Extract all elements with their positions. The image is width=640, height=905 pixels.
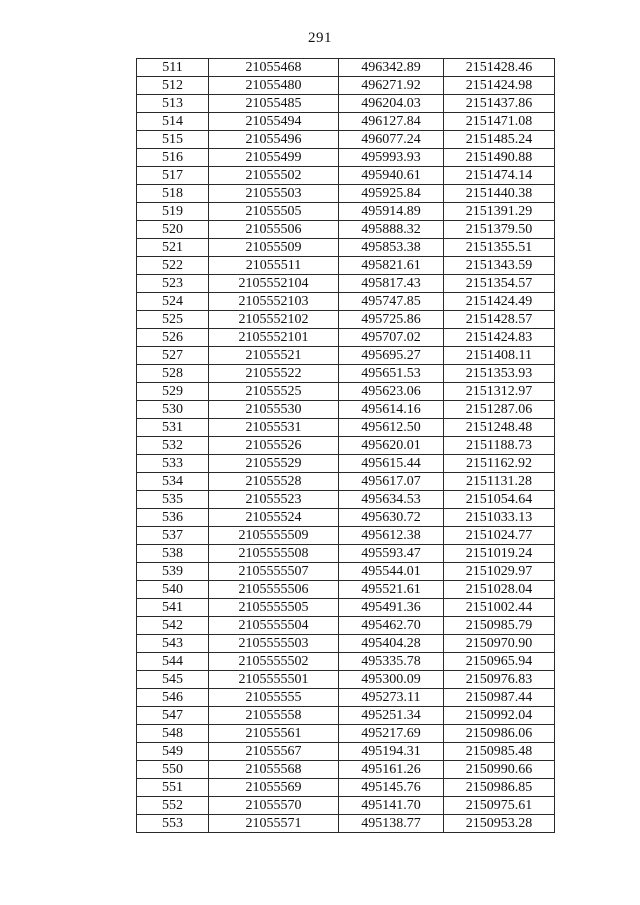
- row-index-cell: 546: [137, 689, 209, 707]
- row-index-cell: 549: [137, 743, 209, 761]
- x-coordinate-cell: 495695.27: [339, 347, 444, 365]
- row-index-cell: 540: [137, 581, 209, 599]
- point-id-cell: 21055480: [209, 77, 339, 95]
- x-coordinate-cell: 495914.89: [339, 203, 444, 221]
- row-index-cell: 514: [137, 113, 209, 131]
- x-coordinate-cell: 495821.61: [339, 257, 444, 275]
- table-row: [137, 203, 555, 221]
- point-id-cell: 2105555506: [209, 581, 339, 599]
- row-index-cell: 539: [137, 563, 209, 581]
- table-row: [137, 95, 555, 113]
- y-coordinate-cell: 2150986.06: [444, 725, 555, 743]
- row-index-cell: 527: [137, 347, 209, 365]
- table-row: [137, 743, 555, 761]
- row-index-cell: 551: [137, 779, 209, 797]
- point-id-cell: 21055555: [209, 689, 339, 707]
- x-coordinate-cell: 496127.84: [339, 113, 444, 131]
- point-id-cell: 2105552101: [209, 329, 339, 347]
- x-coordinate-cell: 495614.16: [339, 401, 444, 419]
- row-index-cell: 516: [137, 149, 209, 167]
- table-row: [137, 815, 555, 833]
- row-index-cell: 531: [137, 419, 209, 437]
- coordinates-table: [136, 58, 555, 833]
- y-coordinate-cell: 2151188.73: [444, 437, 555, 455]
- point-id-cell: 2105555507: [209, 563, 339, 581]
- table-row: [137, 635, 555, 653]
- table-row: [137, 113, 555, 131]
- point-id-cell: 21055524: [209, 509, 339, 527]
- table-row: [137, 365, 555, 383]
- x-coordinate-cell: 495141.70: [339, 797, 444, 815]
- x-coordinate-cell: 496271.92: [339, 77, 444, 95]
- y-coordinate-cell: 2151024.77: [444, 527, 555, 545]
- point-id-cell: 21055558: [209, 707, 339, 725]
- table-row: [137, 473, 555, 491]
- x-coordinate-cell: 495593.47: [339, 545, 444, 563]
- table-row: [137, 779, 555, 797]
- point-id-cell: 21055499: [209, 149, 339, 167]
- coordinates-table-body: [137, 59, 555, 833]
- point-id-cell: 21055503: [209, 185, 339, 203]
- row-index-cell: 552: [137, 797, 209, 815]
- point-id-cell: 21055525: [209, 383, 339, 401]
- y-coordinate-cell: 2151312.97: [444, 383, 555, 401]
- table-row: [137, 239, 555, 257]
- row-index-cell: 525: [137, 311, 209, 329]
- row-index-cell: 550: [137, 761, 209, 779]
- table-row: [137, 293, 555, 311]
- y-coordinate-cell: 2150975.61: [444, 797, 555, 815]
- x-coordinate-cell: 495544.01: [339, 563, 444, 581]
- row-index-cell: 533: [137, 455, 209, 473]
- table-row: [137, 77, 555, 95]
- row-index-cell: 528: [137, 365, 209, 383]
- row-index-cell: 520: [137, 221, 209, 239]
- x-coordinate-cell: 495707.02: [339, 329, 444, 347]
- row-index-cell: 532: [137, 437, 209, 455]
- x-coordinate-cell: 495462.70: [339, 617, 444, 635]
- y-coordinate-cell: 2151355.51: [444, 239, 555, 257]
- row-index-cell: 526: [137, 329, 209, 347]
- x-coordinate-cell: 495404.28: [339, 635, 444, 653]
- row-index-cell: 548: [137, 725, 209, 743]
- table-row: [137, 581, 555, 599]
- point-id-cell: 2105552104: [209, 275, 339, 293]
- x-coordinate-cell: 495725.86: [339, 311, 444, 329]
- x-coordinate-cell: 495161.26: [339, 761, 444, 779]
- row-index-cell: 529: [137, 383, 209, 401]
- point-id-cell: 21055485: [209, 95, 339, 113]
- row-index-cell: 518: [137, 185, 209, 203]
- x-coordinate-cell: 495300.09: [339, 671, 444, 689]
- row-index-cell: 519: [137, 203, 209, 221]
- table-row: [137, 257, 555, 275]
- point-id-cell: 2105555504: [209, 617, 339, 635]
- row-index-cell: 530: [137, 401, 209, 419]
- y-coordinate-cell: 2151353.93: [444, 365, 555, 383]
- y-coordinate-cell: 2151002.44: [444, 599, 555, 617]
- y-coordinate-cell: 2151408.11: [444, 347, 555, 365]
- y-coordinate-cell: 2151343.59: [444, 257, 555, 275]
- point-id-cell: 21055570: [209, 797, 339, 815]
- row-index-cell: 522: [137, 257, 209, 275]
- table-row: [137, 545, 555, 563]
- row-index-cell: 511: [137, 59, 209, 77]
- y-coordinate-cell: 2151424.49: [444, 293, 555, 311]
- point-id-cell: 21055568: [209, 761, 339, 779]
- y-coordinate-cell: 2151028.04: [444, 581, 555, 599]
- y-coordinate-cell: 2151054.64: [444, 491, 555, 509]
- table-row: [137, 59, 555, 77]
- row-index-cell: 512: [137, 77, 209, 95]
- row-index-cell: 513: [137, 95, 209, 113]
- y-coordinate-cell: 2151354.57: [444, 275, 555, 293]
- x-coordinate-cell: 495623.06: [339, 383, 444, 401]
- x-coordinate-cell: 495993.93: [339, 149, 444, 167]
- y-coordinate-cell: 2151287.06: [444, 401, 555, 419]
- table-row: [137, 527, 555, 545]
- x-coordinate-cell: 495940.61: [339, 167, 444, 185]
- table-row: [137, 383, 555, 401]
- x-coordinate-cell: 495145.76: [339, 779, 444, 797]
- y-coordinate-cell: 2151428.57: [444, 311, 555, 329]
- table-row: [137, 761, 555, 779]
- table-row: [137, 437, 555, 455]
- x-coordinate-cell: 495491.36: [339, 599, 444, 617]
- y-coordinate-cell: 2151162.92: [444, 455, 555, 473]
- y-coordinate-cell: 2151391.29: [444, 203, 555, 221]
- table-row: [137, 671, 555, 689]
- x-coordinate-cell: 495925.84: [339, 185, 444, 203]
- x-coordinate-cell: 495194.31: [339, 743, 444, 761]
- x-coordinate-cell: 495634.53: [339, 491, 444, 509]
- point-id-cell: 21055529: [209, 455, 339, 473]
- table-row: [137, 599, 555, 617]
- point-id-cell: 21055571: [209, 815, 339, 833]
- table-row: [137, 707, 555, 725]
- y-coordinate-cell: 2151029.97: [444, 563, 555, 581]
- y-coordinate-cell: 2151379.50: [444, 221, 555, 239]
- x-coordinate-cell: 495612.38: [339, 527, 444, 545]
- table-row: [137, 221, 555, 239]
- x-coordinate-cell: 495651.53: [339, 365, 444, 383]
- table-row: [137, 455, 555, 473]
- y-coordinate-cell: 2151474.14: [444, 167, 555, 185]
- row-index-cell: 544: [137, 653, 209, 671]
- y-coordinate-cell: 2150985.79: [444, 617, 555, 635]
- y-coordinate-cell: 2150953.28: [444, 815, 555, 833]
- y-coordinate-cell: 2151471.08: [444, 113, 555, 131]
- y-coordinate-cell: 2151428.46: [444, 59, 555, 77]
- y-coordinate-cell: 2151033.13: [444, 509, 555, 527]
- point-id-cell: 21055502: [209, 167, 339, 185]
- x-coordinate-cell: 495615.44: [339, 455, 444, 473]
- point-id-cell: 21055561: [209, 725, 339, 743]
- y-coordinate-cell: 2150965.94: [444, 653, 555, 671]
- y-coordinate-cell: 2150985.48: [444, 743, 555, 761]
- table-row: [137, 653, 555, 671]
- y-coordinate-cell: 2151019.24: [444, 545, 555, 563]
- point-id-cell: 2105552103: [209, 293, 339, 311]
- point-id-cell: 2105555509: [209, 527, 339, 545]
- x-coordinate-cell: 495251.34: [339, 707, 444, 725]
- point-id-cell: 21055509: [209, 239, 339, 257]
- point-id-cell: 21055505: [209, 203, 339, 221]
- x-coordinate-cell: 495888.32: [339, 221, 444, 239]
- page-number: 291: [308, 30, 332, 46]
- y-coordinate-cell: 2151440.38: [444, 185, 555, 203]
- y-coordinate-cell: 2150970.90: [444, 635, 555, 653]
- point-id-cell: 2105555503: [209, 635, 339, 653]
- table-row: [137, 167, 555, 185]
- point-id-cell: 21055511: [209, 257, 339, 275]
- point-id-cell: 2105555502: [209, 653, 339, 671]
- table-row: [137, 131, 555, 149]
- x-coordinate-cell: 495817.43: [339, 275, 444, 293]
- point-id-cell: 21055506: [209, 221, 339, 239]
- x-coordinate-cell: 495217.69: [339, 725, 444, 743]
- x-coordinate-cell: 495138.77: [339, 815, 444, 833]
- table-row: [137, 185, 555, 203]
- table-row: [137, 329, 555, 347]
- table-row: [137, 311, 555, 329]
- point-id-cell: 21055531: [209, 419, 339, 437]
- x-coordinate-cell: 496342.89: [339, 59, 444, 77]
- y-coordinate-cell: 2150986.85: [444, 779, 555, 797]
- y-coordinate-cell: 2151131.28: [444, 473, 555, 491]
- y-coordinate-cell: 2151437.86: [444, 95, 555, 113]
- y-coordinate-cell: 2150987.44: [444, 689, 555, 707]
- x-coordinate-cell: 495335.78: [339, 653, 444, 671]
- point-id-cell: 21055521: [209, 347, 339, 365]
- row-index-cell: 534: [137, 473, 209, 491]
- point-id-cell: 21055468: [209, 59, 339, 77]
- point-id-cell: 2105555505: [209, 599, 339, 617]
- row-index-cell: 543: [137, 635, 209, 653]
- row-index-cell: 537: [137, 527, 209, 545]
- y-coordinate-cell: 2151485.24: [444, 131, 555, 149]
- point-id-cell: 2105552102: [209, 311, 339, 329]
- point-id-cell: 21055567: [209, 743, 339, 761]
- y-coordinate-cell: 2151490.88: [444, 149, 555, 167]
- y-coordinate-cell: 2150992.04: [444, 707, 555, 725]
- row-index-cell: 515: [137, 131, 209, 149]
- y-coordinate-cell: 2151248.48: [444, 419, 555, 437]
- table-row: [137, 419, 555, 437]
- table-row: [137, 563, 555, 581]
- x-coordinate-cell: 495630.72: [339, 509, 444, 527]
- point-id-cell: 21055528: [209, 473, 339, 491]
- y-coordinate-cell: 2151424.83: [444, 329, 555, 347]
- x-coordinate-cell: 495273.11: [339, 689, 444, 707]
- table-row: [137, 797, 555, 815]
- x-coordinate-cell: 495620.01: [339, 437, 444, 455]
- table-row: [137, 617, 555, 635]
- table-row: [137, 401, 555, 419]
- row-index-cell: 541: [137, 599, 209, 617]
- table-row: [137, 275, 555, 293]
- row-index-cell: 521: [137, 239, 209, 257]
- x-coordinate-cell: 495853.38: [339, 239, 444, 257]
- row-index-cell: 547: [137, 707, 209, 725]
- row-index-cell: 536: [137, 509, 209, 527]
- table-row: [137, 149, 555, 167]
- table-row: [137, 509, 555, 527]
- y-coordinate-cell: 2150990.66: [444, 761, 555, 779]
- y-coordinate-cell: 2151424.98: [444, 77, 555, 95]
- point-id-cell: 21055530: [209, 401, 339, 419]
- point-id-cell: 21055526: [209, 437, 339, 455]
- table-row: [137, 491, 555, 509]
- y-coordinate-cell: 2150976.83: [444, 671, 555, 689]
- table-row: [137, 689, 555, 707]
- x-coordinate-cell: 495612.50: [339, 419, 444, 437]
- point-id-cell: 21055496: [209, 131, 339, 149]
- row-index-cell: 524: [137, 293, 209, 311]
- x-coordinate-cell: 495747.85: [339, 293, 444, 311]
- row-index-cell: 542: [137, 617, 209, 635]
- row-index-cell: 517: [137, 167, 209, 185]
- point-id-cell: 21055523: [209, 491, 339, 509]
- x-coordinate-cell: 496204.03: [339, 95, 444, 113]
- row-index-cell: 538: [137, 545, 209, 563]
- point-id-cell: 2105555508: [209, 545, 339, 563]
- row-index-cell: 545: [137, 671, 209, 689]
- x-coordinate-cell: 495617.07: [339, 473, 444, 491]
- row-index-cell: 523: [137, 275, 209, 293]
- row-index-cell: 535: [137, 491, 209, 509]
- x-coordinate-cell: 495521.61: [339, 581, 444, 599]
- table-row: [137, 725, 555, 743]
- point-id-cell: 21055494: [209, 113, 339, 131]
- point-id-cell: 21055569: [209, 779, 339, 797]
- table-row: [137, 347, 555, 365]
- row-index-cell: 553: [137, 815, 209, 833]
- point-id-cell: 2105555501: [209, 671, 339, 689]
- x-coordinate-cell: 496077.24: [339, 131, 444, 149]
- point-id-cell: 21055522: [209, 365, 339, 383]
